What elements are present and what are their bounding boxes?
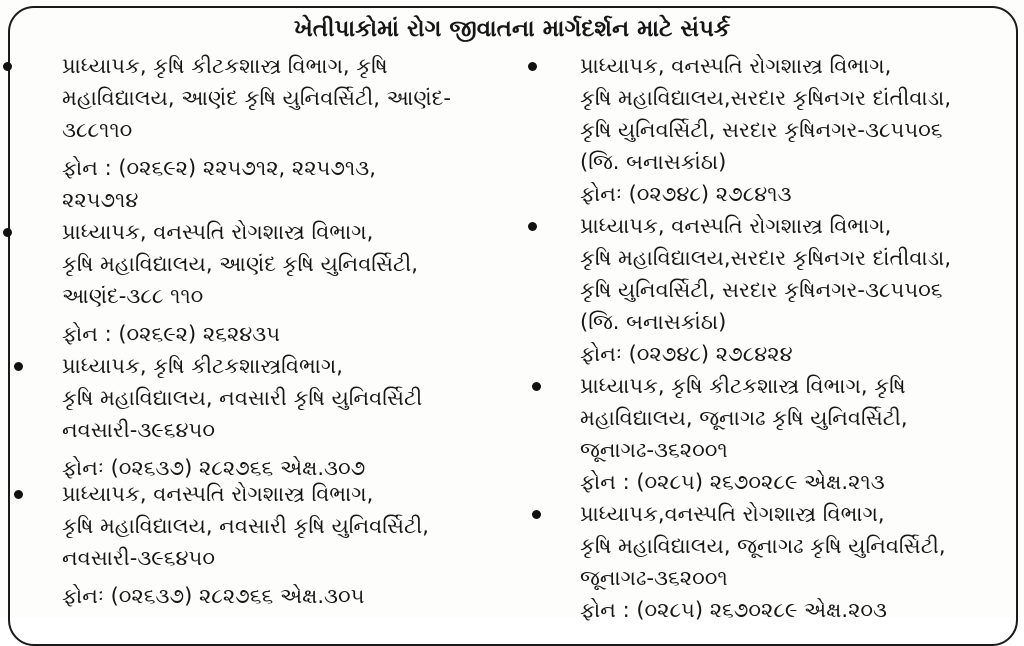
- address-line: કૃષિ યુનિવર્સિટી, સરદાર કૃષિનગર-૩૮૫૫૦૬: [580, 118, 943, 142]
- address-line: કૃષિ મહાવિદ્યાલય, જૂનાગઢ કૃષિ યુનિવર્સિટી,: [580, 534, 946, 558]
- bullet-icon: [3, 62, 12, 71]
- address-line: કૃષિ મહાવિદ્યાલય,સરદાર કૃષિનગર દાંતીવાડા,: [580, 246, 951, 270]
- address-line: નવસારી-૩૯૬૪૫૦: [62, 546, 215, 570]
- address-line: કૃષિ મહાવિદ્યાલય,સરદાર કૃષિનગર દાંતીવાડા,: [580, 86, 951, 110]
- address-line: પ્રાધ્યાપક, વનસ્પતિ રોગશાસ્ત્ર વિભાગ,: [580, 214, 892, 238]
- phone-line: ફોન : (૦૨૬૯૨) ૨૨૫૭૧૨, ૨૨૫૭૧૩,: [62, 156, 376, 180]
- address-line: પ્રાધ્યાપક, વનસ્પતિ રોગશાસ્ત્ર વિભાગ,: [62, 220, 374, 244]
- contact-entry: [520, 210, 1020, 370]
- address-line: આણંદ-૩૮૮ ૧૧૦: [62, 284, 204, 308]
- phone-line: ફોન : (૦૨૮૫) ૨૬૭૦૨૮૯ એક્ષ.૨૦૩: [580, 598, 888, 622]
- phone-line: ફોનઃ (૦૨૬૩૭) ૨૮૨૭૬૬ એક્ષ.૩૦૭: [62, 456, 366, 480]
- contact-entry: [520, 370, 1020, 498]
- contacts-column-left: [0, 50, 515, 612]
- bullet-icon: [532, 510, 541, 519]
- address-line: નવસારી-૩૯૬૪૫૦: [62, 418, 215, 442]
- address-line: મહાવિદ્યાલય, આણંદ કૃષિ યુનિવર્સિટી, આણંદ-: [62, 86, 451, 110]
- contacts-column-right: [520, 50, 1020, 626]
- address-line: જૂનાગઢ-૩૬૨૦૦૧: [580, 566, 728, 590]
- contact-entry: [0, 478, 515, 612]
- address-line: પ્રાધ્યાપક, કૃષિ કીટકશાસ્ત્ર વિભાગ, કૃષિ: [580, 374, 906, 398]
- address-line: કૃષિ મહાવિદ્યાલય, નવસારી કૃષિ યુનિવર્સિટી,: [62, 514, 429, 538]
- district-line: (જિ. બનાસકાંઠા): [580, 310, 727, 334]
- district-line: (જિ. બનાસકાંઠા): [580, 150, 727, 174]
- phone-line: ફોન : (૦૨૬૯૨) ૨૬૨૪૩૫: [62, 322, 281, 346]
- phone-line: ફોન : (૦૨૮૫) ૨૬૭૦૨૮૯ એક્ષ.૨૧૩: [580, 470, 885, 494]
- phone-line: ફોનઃ (૦૨૭૪૮) ૨૭૮૪૨૪: [580, 342, 793, 366]
- address-line: કૃષિ મહાવિદ્યાલય, નવસારી કૃષિ યુનિવર્સિટી: [62, 386, 423, 410]
- address-line: જૂનાગઢ-૩૬૨૦૦૧: [580, 438, 728, 462]
- phone-line-continued: ૨૨૫૭૧૪: [62, 188, 139, 212]
- bullet-icon: [3, 228, 12, 237]
- address-line: ૩૮૮૧૧૦: [62, 118, 133, 142]
- contact-entry: [0, 350, 515, 478]
- address-line: પ્રાધ્યાપક, કૃષિ કીટકશાસ્ત્ર વિભાગ, કૃષિ: [62, 54, 388, 78]
- phone-line: ફોનઃ (૦૨૭૪૮) ૨૭૮૪૧૩: [580, 182, 792, 206]
- address-line: મહાવિદ્યાલય, જૂનાગઢ કૃષિ યુનિવર્સિટી,: [580, 406, 908, 430]
- phone-line: ફોનઃ (૦૨૬૩૭) ૨૮૨૭૬૬ એક્ષ.૩૦૫: [62, 584, 365, 608]
- contact-entry: [0, 50, 515, 216]
- address-line: કૃષિ યુનિવર્સિટી, સરદાર કૃષિનગર-૩૮૫૫૦૬: [580, 278, 943, 302]
- address-line: પ્રાધ્યાપક,વનસ્પતિ રોગશાસ્ત્ર વિભાગ,: [580, 502, 885, 526]
- contact-entry: [520, 50, 1020, 210]
- address-line: પ્રાધ્યાપક, વનસ્પતિ રોગશાસ્ત્ર વિભાગ,: [62, 482, 374, 506]
- address-line: કૃષિ મહાવિદ્યાલય, આણંદ કૃષિ યુનિવર્સિટી,: [62, 252, 418, 276]
- bullet-icon: [14, 490, 23, 499]
- contact-entry: [520, 498, 1020, 626]
- contact-entry: [0, 216, 515, 350]
- bullet-icon: [14, 362, 23, 371]
- bullet-icon: [528, 62, 537, 71]
- bullet-icon: [528, 222, 537, 231]
- bullet-icon: [532, 382, 541, 391]
- page-title: ખેતીપાકોમાં રોગ જીવાતના માર્ગદર્શન માટે સંપર્ક: [293, 16, 731, 42]
- address-line: પ્રાધ્યાપક, કૃષિ કીટકશાસ્ત્રવિભાગ,: [62, 354, 343, 378]
- address-line: પ્રાધ્યાપક, વનસ્પતિ રોગશાસ્ત્ર વિભાગ,: [580, 54, 892, 78]
